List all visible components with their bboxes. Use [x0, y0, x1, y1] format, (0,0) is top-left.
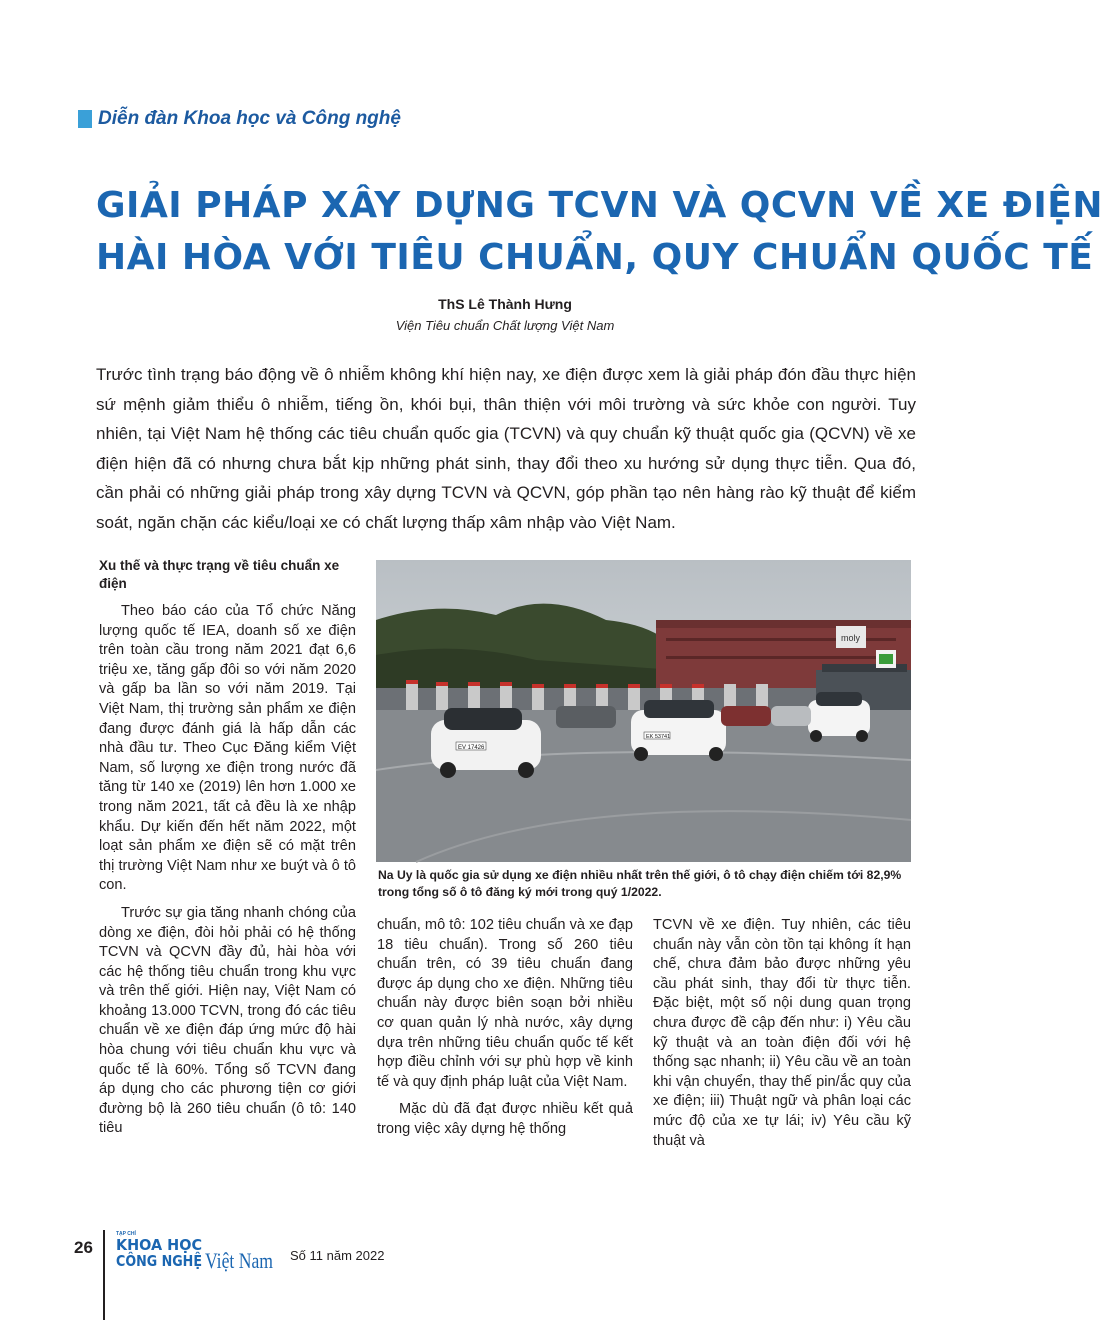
section-label: Diễn đàn Khoa học và Công nghệ	[98, 108, 401, 129]
title-line-2: HÀI HÒA VỚI TIÊU CHUẨN, QUY CHUẨN QUỐC TẾ	[96, 237, 1094, 278]
logo-line-2: CÔNG NGHỆ	[116, 1252, 218, 1270]
author-affiliation: Viện Tiêu chuẩn Chất lượng Việt Nam	[395, 318, 615, 333]
column-2	[377, 916, 633, 1140]
building-sign: moly	[841, 633, 861, 643]
footer-divider	[103, 1230, 105, 1320]
photo-caption: Na Uy là quốc gia sử dụng xe điện nhiều nhất trên thế giới, ô tô chạy điện chiếm tới 82,9% trong tổng số ô tô đăng ký mới trong quý 1/2022.	[378, 868, 902, 899]
issue-label: Số 11 năm 2022	[290, 1248, 385, 1263]
page-number: 26	[74, 1238, 93, 1257]
lead-paragraph: Trước tình trạng báo động về ô nhiễm không khí hiện nay, xe điện được xem là giải pháp đón đầu thực hiện sứ mệnh giảm thiểu ô nhiễm, tiếng ồn, khói bụi, thân thiện với môi trường và sức khỏe con người. Tuy nhiên, tại Việt Nam hệ thống các tiêu chuẩn quốc gia (TCVN) và quy chuẩn kỹ thuật quốc gia (QCVN) về xe điện hiện đã có nhưng chưa bắt kịp những phát sinh, thay đổi theo xu hướng sử dụng thực tiễn. Qua đó, cần phải có những giải pháp trong xây dựng TCVN và QCVN, góp phần tạo nên hàng rào kỹ thuật để kiểm soát, ngăn chặn các kiểu/loại xe có chất lượng thấp xâm nhập vào Việt Nam.	[96, 365, 916, 532]
col1-paragraph-1: Theo báo cáo của Tổ chức Năng lượng quốc tế IEA, doanh số xe điện trên toàn cầu trong năm 2021 đạt 6,6 triệu xe, tăng gấp đôi so với năm 2020 và gấp ba lần so với năm 2019. Tại Việt Nam, thị trường sản phẩm xe điện đang được đánh giá là hấp dẫn các nhà đầu tư. Theo Cục Đăng kiểm Việt Nam, số lượng xe điện trong nước đã tăng từ 140 xe (2019) lên hơn 1.000 xe trong năm 2021, tất cả đều là xe nhập khẩu. Dự kiến đến hết năm 2022, một loạt sản phẩm xe điện sẽ có mặt trên thị trường Việt Nam như xe buýt và ô tô con.	[99, 603, 356, 894]
title-line-1: GIẢI PHÁP XÂY DỰNG TCVN VÀ QCVN VỀ XE ĐIỆN	[96, 185, 1103, 226]
article-title	[96, 180, 1103, 284]
col2-paragraph-2: Mặc dù đã đạt được nhiều kết quả trong việc xây dựng hệ thống	[377, 1101, 633, 1137]
col2-paragraph-1: chuẩn, mô tô: 102 tiêu chuẩn và xe đạp 18 tiêu chuẩn). Trong số 260 tiêu chuẩn trên, có 39 tiêu chuẩn đang được áp dụng cho xe điện. Những tiêu chuẩn này được biên soạn bởi nhiều cơ quan quản lý nhà nước, xây dựng dựa trên những tiêu chuẩn quốc tế kết hợp điều chỉnh với sự phù hợp về kinh tế và quy định pháp luật của Việt Nam.	[377, 917, 633, 1090]
logo-small-label: TẠP CHÍ	[116, 1231, 136, 1237]
plate-left: EV 17426	[458, 745, 485, 751]
col1-paragraph-2: Trước sự gia tăng nhanh chóng của dòng xe điện, đòi hỏi phải có hệ thống TCVN và QCVN đầy đủ, hài hòa với các hệ thống tiêu chuẩn trong khu vực và trên thế giới. Hiện nay, Việt Nam có khoảng 13.000 TCVN, trong đó các tiêu chuẩn về xe điện đáp ứng mức độ hài hòa chung với tiêu chuẩn khu vực và quốc tế là 60%. Tổng số TCVN đang áp dụng cho các phương tiện cơ giới đường bộ là 260 tiêu chuẩn (ô tô: 140 tiêu	[99, 904, 356, 1137]
author-name: ThS Lê Thành Hưng	[438, 296, 572, 312]
logo-line-1: KHOA HỌC	[116, 1236, 202, 1254]
magazine-logo	[112, 1228, 277, 1278]
column-3	[653, 916, 911, 1151]
article-photo	[376, 560, 911, 862]
section-square-icon	[78, 110, 92, 128]
column-1	[99, 602, 356, 1139]
plate-right: EK 53741	[646, 734, 671, 740]
col3-paragraph-1: TCVN về xe điện. Tuy nhiên, các tiêu chuẩn này vẫn còn tồn tại không ít hạn chế, chưa đảm bảo được những yêu cầu phát sinh, thay đổi từ thực tiễn. Đặc biệt, một số nội dung quan trọng chưa được đề cập đến như: i) Yêu cầu kỹ thuật và an toàn điện đối với hệ thống sạc nhanh; ii) Yêu cầu về an toàn khi vận chuyển, thay thế pin/ắc quy của xe điện; iii) Thuật ngữ và phân loại các mức độ của xe tự lái; iv) Yêu cầu kỹ thuật và	[653, 917, 911, 1149]
logo-country: Việt Nam	[205, 1248, 273, 1273]
section-tag	[78, 108, 401, 130]
section-subheading: Xu thế và thực trạng về tiêu chuẩn xe điện	[99, 558, 340, 591]
